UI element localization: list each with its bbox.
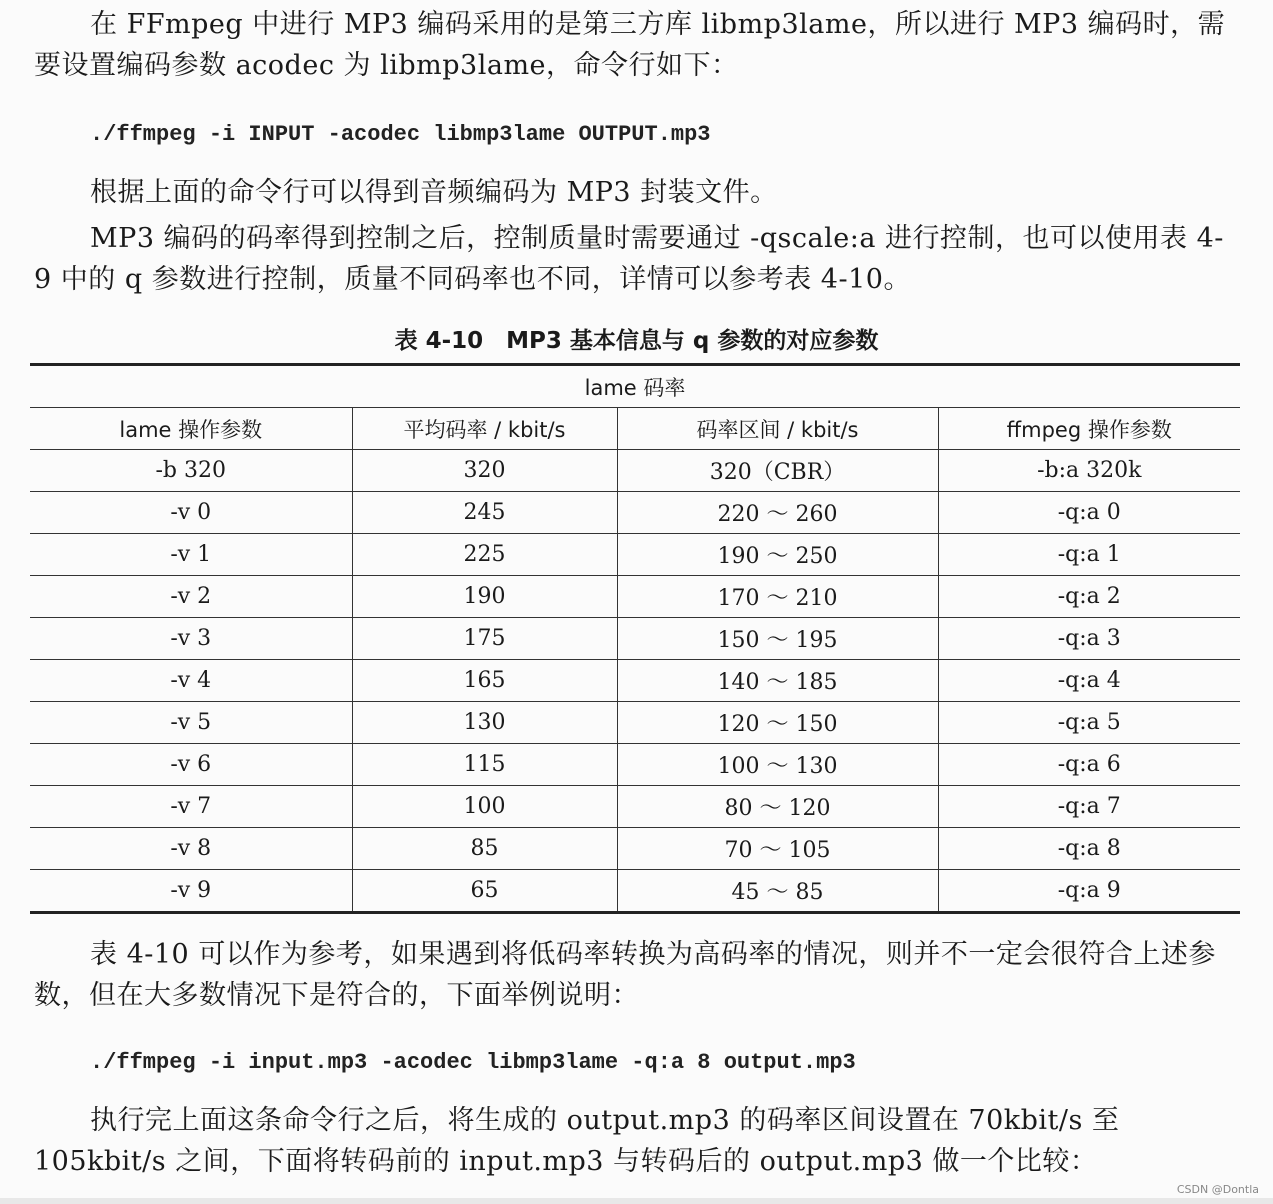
table-cell: -b 320 [30,450,352,492]
table-cell: -q:a 3 [938,618,1240,660]
table-row [30,870,1240,913]
table-cell: 190 ～ 250 [617,534,938,576]
paragraph-compare: 执行完上面这条命令行之后，将生成的 output.mp3 的码率区间设置在 70kbit/s 至 105kbit/s 之间，下面将转码前的 input.mp3 与转码后的 output.mp3 做一个比较： [34,1105,1120,1177]
table-cell: -q:a 6 [938,744,1240,786]
table-cell: 65 [352,870,617,913]
table-cell: 100 [352,786,617,828]
table-cell: 80 ～ 120 [617,786,938,828]
table-group-header-row [30,365,1240,408]
table-cell: 225 [352,534,617,576]
table-cell: 140 ～ 185 [617,660,938,702]
table-cell: -q:a 2 [938,576,1240,618]
table-cell: -v 6 [30,744,352,786]
table-cell: -q:a 8 [938,828,1240,870]
code-command-1: ./ffmpeg -i INPUT -acodec libmp3lame OUTPUT.mp3 [90,122,711,147]
table-cell: 130 [352,702,617,744]
table-row [30,534,1240,576]
table-cell: -q:a 7 [938,786,1240,828]
table-cell: -v 5 [30,702,352,744]
table-row [30,744,1240,786]
table-row [30,702,1240,744]
table-cell: -v 1 [30,534,352,576]
table-row [30,828,1240,870]
footer-bar [0,1198,1273,1204]
table-cell: -b:a 320k [938,450,1240,492]
column-header: 平均码率 / kbit/s [352,408,617,450]
table-cell: -q:a 0 [938,492,1240,534]
table-cell: 320 [352,450,617,492]
mp3-q-table [30,363,1240,914]
group-header: lame 码率 [30,365,1240,408]
table-row [30,450,1240,492]
table-cell: 245 [352,492,617,534]
table-cell: -v 2 [30,576,352,618]
table-cell: 190 [352,576,617,618]
table-caption: 表 4-10 MP3 基本信息与 q 参数的对应参数 [394,328,879,354]
table-cell: -v 7 [30,786,352,828]
table-row [30,576,1240,618]
paragraph-intro: 在 FFmpeg 中进行 MP3 编码采用的是第三方库 libmp3lame，所以进行 MP3 编码时，需要设置编码参数 acodec 为 libmp3lame，命令行如下： [34,9,1226,81]
table-cell: 175 [352,618,617,660]
table-cell: -v 8 [30,828,352,870]
table-cell: -v 3 [30,618,352,660]
table-cell: 170 ～ 210 [617,576,938,618]
table-cell: -v 0 [30,492,352,534]
table-cell: 165 [352,660,617,702]
table-row [30,618,1240,660]
table-cell: 150 ～ 195 [617,618,938,660]
watermark: CSDN @Dontla [1176,1183,1259,1196]
column-header: 码率区间 / kbit/s [617,408,938,450]
table-row [30,660,1240,702]
table-cell: -q:a 5 [938,702,1240,744]
table-cell: -q:a 4 [938,660,1240,702]
table-cell: 220 ～ 260 [617,492,938,534]
table-header-row [30,408,1240,450]
table-cell: -q:a 9 [938,870,1240,913]
table-cell: -v 4 [30,660,352,702]
table-row [30,786,1240,828]
column-header: ffmpeg 操作参数 [938,408,1240,450]
table-cell: -v 9 [30,870,352,913]
table-cell: 45 ～ 85 [617,870,938,913]
paragraph-qscale: MP3 编码的码率得到控制之后，控制质量时需要通过 -qscale:a 进行控制，也可以使用表 4-9 中的 q 参数进行控制，质量不同码率也不同，详情可以参考表 4-10。 [34,223,1224,295]
table-cell: 100 ～ 130 [617,744,938,786]
table-cell: 70 ～ 105 [617,828,938,870]
table-cell: 85 [352,828,617,870]
paragraph-result: 根据上面的命令行可以得到音频编码为 MP3 封装文件。 [90,177,778,208]
paragraph-note: 表 4-10 可以作为参考，如果遇到将低码率转换为高码率的情况，则并不一定会很符合上述参数，但在大多数情况下是符合的，下面举例说明： [34,939,1216,1011]
table-cell: 115 [352,744,617,786]
table-cell: -q:a 1 [938,534,1240,576]
code-command-2: ./ffmpeg -i input.mp3 -acodec libmp3lame -q:a 8 output.mp3 [90,1050,856,1075]
column-header: lame 操作参数 [30,408,352,450]
table-row [30,492,1240,534]
table-cell: 120 ～ 150 [617,702,938,744]
table-cell: 320（CBR） [617,450,938,492]
